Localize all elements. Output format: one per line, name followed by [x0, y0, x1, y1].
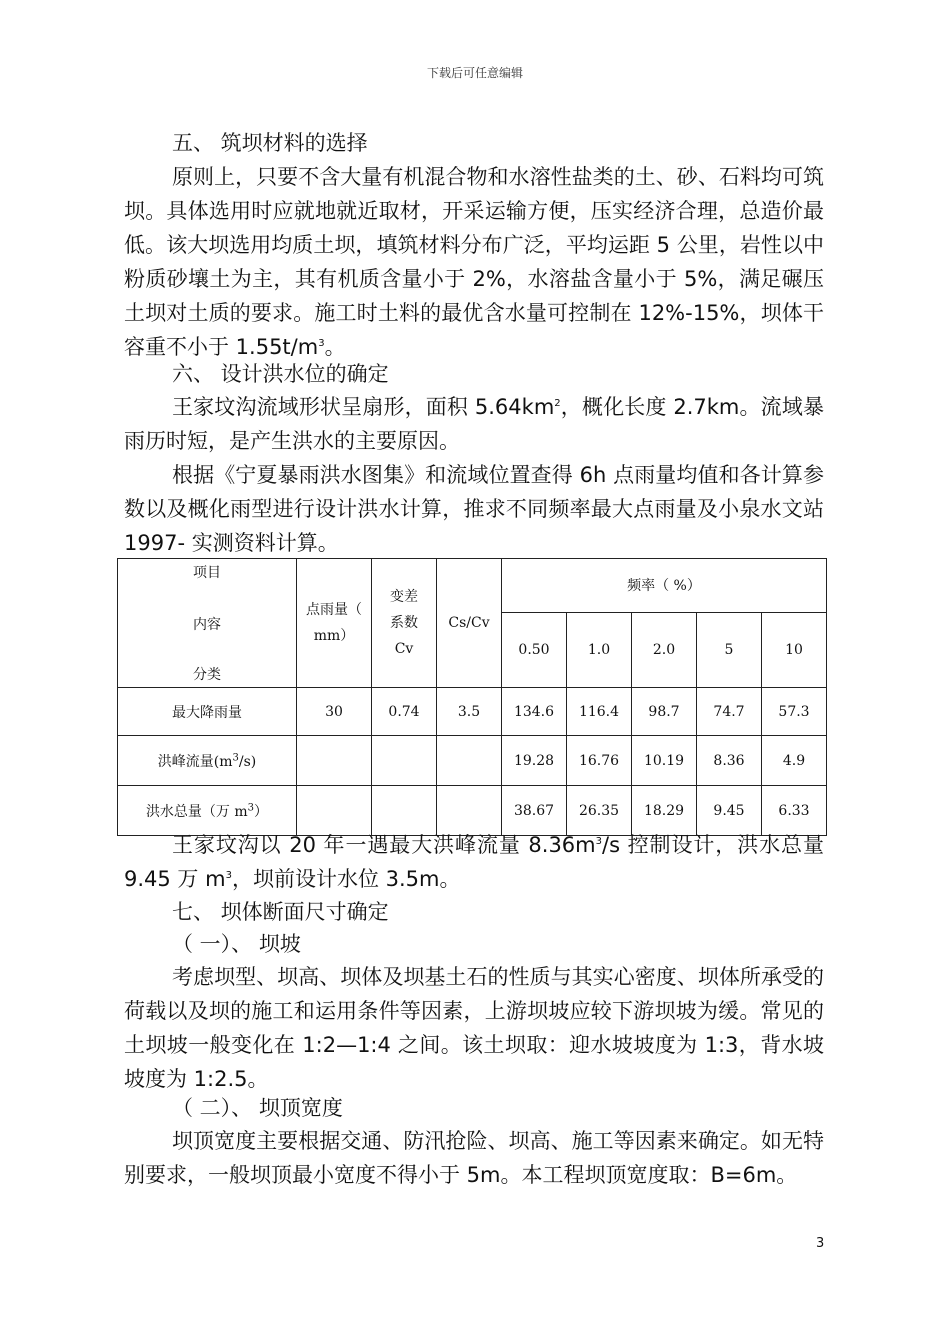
cell-value: 57.3	[762, 688, 827, 736]
section-6-paragraph-2: 根据《宁夏暴雨洪水图集》和流域位置查得 6h 点雨量均值和各计算参数以及概化雨型进行设计洪水计算，推求不同频率最大点雨量及小泉水文站 1997- 实测资料计算。	[124, 463, 824, 555]
section-6-paragraph-3: 王家坟沟以 20 年一遇最大洪峰流量 $8.36m^3/s$ 控制设计，洪水总量 9.45 万 $m^3$，坝前设计水位 3.5m。	[124, 833, 824, 891]
cell-value: 98.7	[632, 688, 697, 736]
freq-header-cell: 10	[762, 612, 827, 687]
col-header-frequency: 频率（ %）	[502, 559, 827, 613]
corner-label-content: 内容	[193, 617, 221, 633]
section-6-paragraph-1: 王家坟沟流域形状呈扇形，面积 $5.64km^2$，概化长度 2.7km。流域暴雨历时短，是产生洪水的主要原因。	[124, 395, 824, 453]
section-7-subheading-2: （ 二）、 坝顶宽度	[172, 1096, 343, 1120]
row-label: 最大降雨量	[118, 688, 297, 736]
cell-value: 19.28	[502, 736, 567, 786]
section-5-heading: 五、 筑坝材料的选择	[172, 131, 368, 155]
cell-value: 38.67	[502, 786, 567, 836]
cell-value: 4.9	[762, 736, 827, 786]
freq-header-cell: 1.0	[567, 612, 632, 687]
cell-value: 8.36	[697, 736, 762, 786]
freq-header-cell: 2.0	[632, 612, 697, 687]
freq-header-cell: 0.50	[502, 612, 567, 687]
cell-value: 74.7	[697, 688, 762, 736]
cell-rain: 30	[297, 688, 372, 736]
row-label: 洪峰流量$(m^3/s)$	[118, 736, 297, 786]
page-header-note: 下载后可任意编辑	[426, 66, 523, 80]
cell-value: 6.33	[762, 786, 827, 836]
section-7-subheading-1: （ 一）、 坝坡	[172, 932, 301, 956]
section-5-paragraph: 原则上，只要不含大量有机混合物和水溶性盐类的土、砂、石料均可筑坝。具体选用时应就地就近取材，开采运输方便，压实经济合理，总造价最低。该大坝选用均质土坝，填筑材料分布广泛，平均运距 5 公里，岩性以中粉质砂壤土为主，其有机质含量小于 2%，水溶盐含量小于 5%，满足碾压土坝对土质的要求。施工时土料的最优含水量可控制在 12%-15%，坝体干容重不小于 $1.55t/m^3$。	[124, 165, 824, 359]
cell-value: 9.45	[697, 786, 762, 836]
rainfall-flood-table	[117, 558, 827, 836]
section-6-heading: 六、 设计洪水位的确定	[172, 362, 389, 386]
table-corner-cell	[118, 559, 297, 688]
row-label: 洪水总量（万 $m^3$）	[118, 786, 297, 836]
col-header-cv: 变差 系数 Cv	[372, 559, 437, 688]
cell-value: 116.4	[567, 688, 632, 736]
cell-value: 10.19	[632, 736, 697, 786]
cell-cv: 0.74	[372, 688, 437, 736]
freq-header-cell: 5	[697, 612, 762, 687]
cell-rain	[297, 736, 372, 786]
cell-cscv: 3.5	[437, 688, 502, 736]
section-7-paragraph-1: 考虑坝型、坝高、坝体及坝基土石的性质与其实心密度、坝体所承受的荷载以及坝的施工和运用条件等因素，上游坝坡应较下游坝坡为缓。常见的土坝坡一般变化在 1:2—1:4 之间。该土坝取：迎水坡坡度为 1:3，背水坡坡度为 1:2.5。	[124, 965, 824, 1091]
cell-value: 16.76	[567, 736, 632, 786]
cell-cscv	[437, 736, 502, 786]
corner-label-item: 项目	[193, 565, 221, 581]
page-number: 3	[816, 1236, 825, 1251]
cell-cv	[372, 736, 437, 786]
cell-value: 26.35	[567, 786, 632, 836]
corner-label-category: 分类	[193, 667, 221, 683]
table-row	[118, 688, 827, 736]
col-header-point-rainfall: 点雨量（ mm）	[297, 559, 372, 688]
col-header-cs-cv: Cs/Cv	[437, 559, 502, 688]
section-7-heading: 七、 坝体断面尺寸确定	[172, 900, 389, 924]
cell-value: 18.29	[632, 786, 697, 836]
cell-value: 134.6	[502, 688, 567, 736]
table-row	[118, 736, 827, 786]
section-7-paragraph-2: 坝顶宽度主要根据交通、防汛抢险、坝高、施工等因素来确定。如无特别要求，一般坝顶最小宽度不得小于 5m。本工程坝顶宽度取：B=6m。	[124, 1129, 824, 1187]
